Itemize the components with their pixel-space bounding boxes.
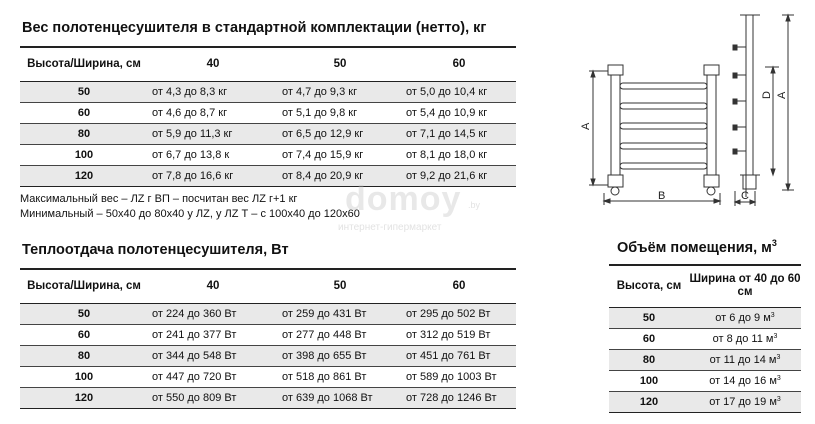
side-view-rail <box>746 15 753 175</box>
table-row <box>20 324 516 345</box>
row-height-cell: 80 <box>20 345 148 366</box>
volume-title-sup: 3 <box>771 238 777 248</box>
row-height-cell: 60 <box>77 328 91 341</box>
table-row <box>609 349 801 370</box>
volume-header-height: Высота, см <box>616 279 682 292</box>
value-cell: от 4,7 до 9,3 кг <box>278 81 402 102</box>
row-height-cell: 100 <box>639 374 659 387</box>
value-cell: от 312 до 519 Вт <box>406 328 491 341</box>
table-row <box>20 123 516 144</box>
towel-dryer-diagram <box>580 5 800 210</box>
value-cell: от 295 до 502 Вт <box>402 303 516 324</box>
volume-table <box>609 264 801 413</box>
value-cell: от 4,3 до 8,3 кг <box>148 81 278 102</box>
value-cell: от 728 до 1246 Вт <box>402 387 516 408</box>
value-cell: от 550 до 809 Вт <box>148 387 278 408</box>
watermark-domain: .by <box>468 200 481 210</box>
rung <box>620 163 707 169</box>
value-cell: от 277 до 448 Вт <box>282 328 367 341</box>
row-height-cell: 80 <box>609 349 689 370</box>
value-cell: от 5,1 до 9,8 кг <box>282 106 358 119</box>
value-cell: от 259 до 431 Вт <box>278 303 402 324</box>
value-cell: от 9,2 до 21,6 кг <box>402 165 516 186</box>
bottom-left-fitting <box>608 175 623 187</box>
volume-value-cell: от 17 до 19 $м^3$ <box>689 391 801 412</box>
row-height-cell: 50 <box>20 303 148 324</box>
value-cell: от 5,9 до 11,3 кг <box>148 123 278 144</box>
row-height-cell: 60 <box>77 106 91 119</box>
heat-table <box>20 268 516 409</box>
row-height-cell: 120 <box>20 165 148 186</box>
dim-a-right-label: A <box>776 91 788 99</box>
value-cell: от 5,4 до 10,9 кг <box>406 106 488 119</box>
table-row <box>609 328 801 349</box>
table-row <box>609 370 801 391</box>
weight-title: Вес полотенцесушителя в стандартной комплектации (нетто), кг <box>22 20 487 36</box>
watermark-logo: domoy <box>345 180 462 218</box>
row-height-cell: 60 <box>642 332 656 345</box>
value-cell: от 398 до 655 Вт <box>278 345 402 366</box>
volume-value-cell: от 6 до 9 $м^3$ <box>689 307 801 328</box>
row-height-cell: 120 <box>20 387 148 408</box>
table-row <box>20 387 516 408</box>
dim-b-label: B <box>658 190 666 202</box>
top-left-fitting <box>608 65 623 75</box>
weight-header-size: Высота/Ширина, см <box>27 57 141 70</box>
table-row <box>20 165 516 186</box>
row-height-cell: 50 <box>609 307 689 328</box>
value-cell: от 224 до 360 Вт <box>148 303 278 324</box>
row-height-cell: 80 <box>20 123 148 144</box>
heat-header-60: 60 <box>452 279 466 292</box>
volume-value-cell: от 11 до 14 $м^3$ <box>689 349 801 370</box>
top-right-fitting <box>704 65 719 75</box>
table-row <box>20 144 516 165</box>
table-row <box>20 102 516 123</box>
bottom-left-nut <box>611 187 619 195</box>
value-cell: от 344 до 548 Вт <box>148 345 278 366</box>
value-cell: от 7,8 до 16,6 кг <box>148 165 278 186</box>
dim-c-label: C <box>741 190 749 202</box>
rung <box>620 103 707 109</box>
value-cell: от 447 до 720 Вт <box>152 370 237 383</box>
right-rail <box>707 67 716 185</box>
table-row <box>20 81 516 102</box>
row-height-cell: 120 <box>609 391 689 412</box>
value-cell: от 8,1 до 18,0 кг <box>406 148 488 161</box>
value-cell: от 589 до 1003 Вт <box>406 370 497 383</box>
value-cell: от 7,1 до 14,5 кг <box>402 123 516 144</box>
watermark-caption: интернет-гипермаркет <box>338 222 442 233</box>
table-row <box>20 345 516 366</box>
volume-value-cell: от 8 до 11 $м^3$ <box>712 332 778 345</box>
heat-header-40: 40 <box>206 279 220 292</box>
table-row <box>609 391 801 412</box>
weight-header-40: 40 <box>206 57 220 70</box>
value-cell: от 5,0 до 10,4 кг <box>402 81 516 102</box>
dim-a-left-label: A <box>580 122 592 130</box>
volume-title: Объём помещения, $м^3$ <box>617 238 777 256</box>
dim-d-label: D <box>761 91 773 99</box>
left-rail <box>611 67 620 185</box>
value-cell: от 4,6 до 8,7 кг <box>152 106 228 119</box>
row-height-cell: 50 <box>20 81 148 102</box>
volume-value-cell: от 14 до 16 $м^3$ <box>709 374 781 387</box>
row-height-cell: 100 <box>74 148 94 161</box>
value-cell: от 518 до 861 Вт <box>282 370 367 383</box>
heat-header-50: 50 <box>333 279 347 292</box>
value-cell: от 7,4 до 15,9 кг <box>282 148 364 161</box>
weight-note-min: Минимальный – 50x40 до 80x40 у ЛZ, у ЛZ Т – с 100x40 до 120x60 <box>20 208 360 220</box>
value-cell: от 8,4 до 20,9 кг <box>278 165 402 186</box>
row-height-cell: 100 <box>74 370 94 383</box>
bottom-right-fitting <box>704 175 719 187</box>
heat-title: Теплоотдача полотенцесушителя, Вт <box>22 242 289 258</box>
value-cell: от 451 до 761 Вт <box>402 345 516 366</box>
table-row <box>20 303 516 324</box>
bottom-right-nut <box>707 187 715 195</box>
rung <box>620 83 707 89</box>
table-row <box>20 366 516 387</box>
value-cell: от 6,7 до 13,8 к <box>152 148 230 161</box>
value-cell: от 6,5 до 12,9 кг <box>278 123 402 144</box>
table-row <box>609 307 801 328</box>
value-cell: от 241 до 377 Вт <box>152 328 237 341</box>
weight-note-max: Максимальный вес – ЛZ г ВП – посчитан вес ЛZ г+1 кг <box>20 193 298 205</box>
rung <box>620 143 707 149</box>
weight-header-50: 50 <box>333 57 347 70</box>
rung <box>620 123 707 129</box>
value-cell: от 639 до 1068 Вт <box>278 387 402 408</box>
heat-header-size: Высота/Ширина, см <box>27 279 141 292</box>
volume-header-width: Ширина от 40 до 60 см <box>689 273 801 299</box>
weight-table <box>20 46 516 187</box>
weight-header-60: 60 <box>452 57 466 70</box>
